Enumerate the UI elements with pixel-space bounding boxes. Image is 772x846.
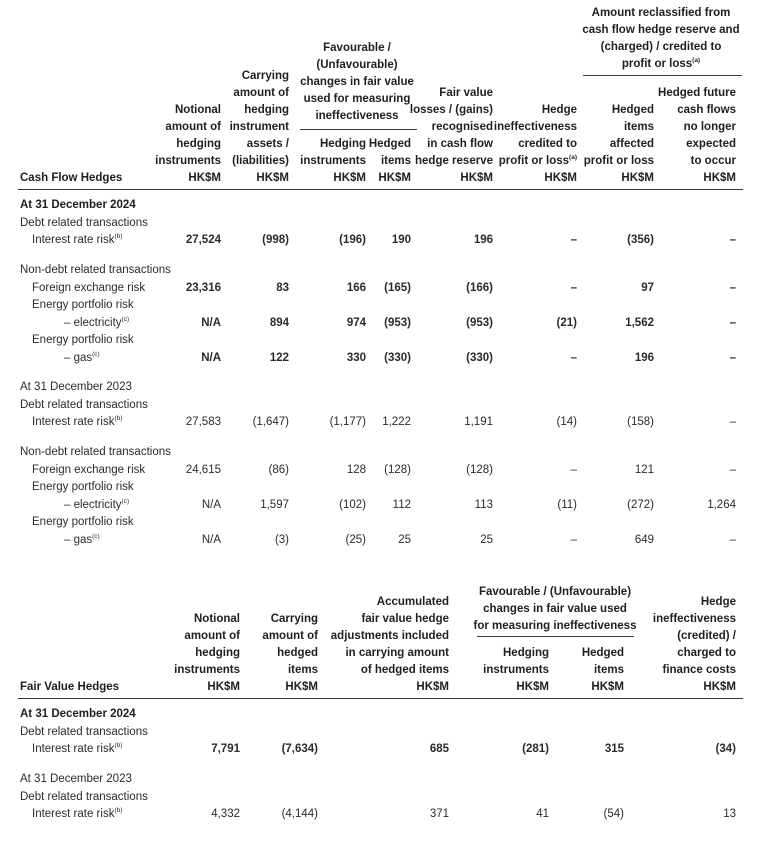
cfh-row-value: (128) [384, 464, 411, 476]
fvh-header-notional-line: Notional [194, 613, 240, 625]
cfh-header-carrying-line: (liabilities) [232, 155, 289, 167]
cfh-header-future-cash-flows-line: expected [686, 138, 736, 150]
fvh-favourable-rule [477, 636, 634, 637]
cfh-header-hedged-items-line: items [380, 155, 411, 167]
cfh-row-label: Energy portfolio risk [32, 481, 134, 493]
cfh-row-value: – [570, 234, 577, 246]
fvh-row-value: 685 [429, 743, 449, 755]
fvh-header-carrying-line: HK$M [285, 681, 318, 693]
cfh-header-carrying-line: hedging [244, 104, 289, 116]
fvh-header-accumulated-line: Accumulated [376, 596, 449, 608]
cfh-row-label: Debt related transactions [20, 217, 148, 229]
cfh-header-ineffectiveness-line: HK$M [544, 172, 577, 184]
fvh-header-hedging-instruments-line: HK$M [516, 681, 549, 693]
fvh-header-carrying-line: amount of [262, 630, 318, 642]
cfh-row-label: Interest rate risk$^{(b)}$ [32, 415, 123, 428]
cfh-header-reclassified-line: profit or loss$^{(a)}$ [621, 57, 701, 70]
cfh-row-label: At 31 December 2024 [20, 199, 136, 211]
fvh-header-ineffectiveness-line: (credited) / [677, 630, 736, 642]
fvh-header-notional-line: HK$M [207, 681, 240, 693]
fvh-header-accumulated-line: HK$M [416, 681, 449, 693]
cfh-row-value: 25 [398, 534, 411, 546]
cfh-row-value: (953) [466, 317, 493, 329]
fvh-header-hedging-instruments-line: Hedging [503, 647, 549, 659]
cfh-row-value: (14) [556, 416, 577, 428]
cfh-header-hedged-items-affected-line: items [623, 121, 654, 133]
cfh-row-label: – gas$^{(c)}$ [64, 533, 100, 546]
fvh-header-favourable-line: Favourable / (Unfavourable) [478, 586, 632, 598]
cfh-row-value: (158) [627, 416, 654, 428]
cfh-row-value: 196 [473, 234, 493, 246]
fvh-header-ineffectiveness-line: HK$M [703, 681, 736, 693]
cfh-row-value: (356) [627, 234, 654, 246]
cfh-header-ineffectiveness-line: credited to [518, 138, 577, 150]
cfh-row-value: (11) [557, 499, 577, 511]
cfh-header-fair-value-line: HK$M [460, 172, 493, 184]
cfh-header-carrying-line: assets / [246, 138, 289, 150]
cfh-header-hedged-items-line: Hedged [368, 138, 411, 150]
cfh-row-value: N/A [201, 534, 221, 546]
cfh-header-favourable-line: ineffectiveness [315, 110, 399, 122]
cfh-header-hedging-instruments-line: instruments [300, 155, 366, 167]
fvh-row-label: Interest rate risk$^{(b)}$ [32, 807, 123, 820]
cfh-row-value: – [729, 282, 736, 294]
cfh-row-label: – electricity$^{(c)}$ [64, 316, 130, 329]
cfh-row-label: – gas$^{(c)}$ [64, 351, 100, 364]
cfh-header-fair-value-line: Fair value [439, 87, 493, 99]
fvh-header-notional-line: instruments [174, 664, 240, 676]
cfh-header-fair-value-line: recognised [431, 121, 493, 133]
fvh-header-ineffectiveness-line: finance costs [662, 664, 736, 676]
cfh-row-label: Interest rate risk$^{(b)}$ [32, 233, 123, 246]
fvh-row-value: 371 [429, 808, 449, 820]
cfh-row-label: At 31 December 2023 [20, 381, 132, 393]
cfh-row-value: (166) [466, 282, 493, 294]
cfh-row-value: (998) [262, 234, 289, 246]
cfh-header-notional-line: hedging [176, 138, 221, 150]
cfh-row-value: 24,615 [185, 464, 221, 476]
cfh-row-label: – electricity$^{(c)}$ [64, 498, 130, 511]
cfh-row-value: 974 [346, 317, 366, 329]
fvh-header-ineffectiveness-line: Hedge [700, 596, 736, 608]
cfh-header-notional-line: instruments [155, 155, 221, 167]
cfh-header-future-cash-flows-line: HK$M [703, 172, 736, 184]
cfh-header-rule [18, 189, 743, 190]
fvh-header-accumulated-line: of hedged items [360, 664, 449, 676]
fvh-row-label: Debt related transactions [20, 791, 148, 803]
fvh-header-carrying-line: items [287, 664, 318, 676]
fvh-row-value: (34) [715, 743, 736, 755]
cfh-row-value: 121 [634, 464, 654, 476]
fvh-header-carrying-line: Carrying [270, 613, 318, 625]
cfh-header-future-cash-flows-line: cash flows [677, 104, 736, 116]
cfh-row-value: (272) [627, 499, 654, 511]
cfh-row-value: 23,316 [185, 282, 221, 294]
cfh-row-value: 97 [641, 282, 654, 294]
fvh-header-notional-line: hedging [195, 647, 240, 659]
fvh-row-value: (54) [603, 808, 624, 820]
cfh-header-hedged-items-affected-line: HK$M [621, 172, 654, 184]
cfh-row-value: 649 [634, 534, 654, 546]
cfh-row-label: Non-debt related transactions [20, 446, 171, 458]
cfh-header-carrying-line: Carrying [241, 70, 289, 82]
fvh-header-ineffectiveness-line: ineffectiveness [652, 613, 736, 625]
cfh-row-value: 25 [480, 534, 493, 546]
cfh-header-reclassified-line: Amount reclassified from [591, 7, 731, 19]
cfh-row-value: 894 [269, 317, 289, 329]
cfh-row-value: N/A [201, 352, 221, 364]
cfh-header-ineffectiveness-line: profit or loss$^{(a)}$ [498, 154, 577, 167]
cfh-row-value: – [729, 464, 736, 476]
cfh-header-future-cash-flows-line: no longer [683, 121, 736, 133]
cfh-row-value: (165) [384, 282, 411, 294]
cfh-header-ineffectiveness-line: Hedge [541, 104, 577, 116]
cfh-header-fair-value-line: in cash flow [427, 138, 493, 150]
cfh-row-value: (86) [268, 464, 289, 476]
fvh-row-value: (281) [522, 743, 549, 755]
cfh-row-label: Energy portfolio risk [32, 334, 134, 346]
fvh-header-hedged-items-line: Hedged [581, 647, 624, 659]
cfh-row-value: 1,191 [464, 416, 493, 428]
fvh-header-accumulated-line: in carrying amount [345, 647, 449, 659]
cfh-row-value: 1,562 [625, 317, 654, 329]
cfh-row-value: (1,177) [329, 416, 366, 428]
fvh-header-favourable-line: for measuring ineffectiveness [473, 620, 637, 632]
cfh-row-value: 1,264 [707, 499, 736, 511]
cfh-row-value: N/A [201, 317, 221, 329]
cfh-header-hedging-instruments-line: Hedging [320, 138, 366, 150]
cfh-header-favourable-line: changes in fair value [300, 76, 414, 88]
fvh-stub-heading: Fair Value Hedges [20, 681, 120, 693]
cfh-row-value: (953) [384, 317, 411, 329]
cfh-row-value: 1,222 [382, 416, 411, 428]
cfh-row-value: (330) [384, 352, 411, 364]
cfh-row-value: – [729, 534, 736, 546]
fvh-header-notional-line: amount of [184, 630, 240, 642]
cfh-row-value: (330) [466, 352, 493, 364]
fvh-header-accumulated-line: adjustments included [330, 630, 449, 642]
fvh-row-value: (4,144) [281, 808, 318, 820]
cfh-row-label: Non-debt related transactions [20, 264, 171, 276]
cfh-header-favourable-line: (Unfavourable) [316, 59, 398, 71]
cfh-row-value: 112 [392, 499, 411, 511]
cfh-header-notional-line: HK$M [188, 172, 221, 184]
fvh-row-value: 13 [723, 808, 736, 820]
cfh-row-value: 196 [634, 352, 654, 364]
cfh-header-hedged-items-affected-line: affected [609, 138, 654, 150]
cfh-row-value: – [729, 317, 736, 329]
fvh-row-value: 315 [604, 743, 624, 755]
cfh-row-value: – [570, 464, 577, 476]
fvh-header-ineffectiveness-line: charged to [677, 647, 736, 659]
cfh-header-notional-line: amount of [165, 121, 221, 133]
cfh-row-label: Debt related transactions [20, 399, 148, 411]
fvh-header-hedging-instruments-line: instruments [483, 664, 549, 676]
cfh-row-value: – [570, 282, 577, 294]
cfh-row-value: 122 [269, 352, 289, 364]
fvh-row-label: Debt related transactions [20, 726, 148, 738]
cfh-row-value: (128) [466, 464, 493, 476]
cfh-row-value: (196) [339, 234, 366, 246]
cfh-header-carrying-line: amount of [233, 87, 289, 99]
fvh-header-hedged-items-line: HK$M [591, 681, 624, 693]
cfh-header-hedging-instruments-line: HK$M [333, 172, 366, 184]
cfh-header-favourable-line: Favourable / [323, 42, 391, 54]
fvh-row-value: 4,332 [211, 808, 240, 820]
cfh-row-value: (1,647) [252, 416, 289, 428]
cfh-header-future-cash-flows-line: to occur [690, 155, 736, 167]
fvh-row-value: (7,634) [281, 743, 318, 755]
cfh-row-value: – [570, 534, 577, 546]
fvh-header-accumulated-line: fair value hedge [361, 613, 449, 625]
fvh-row-value: 41 [536, 808, 549, 820]
cfh-row-value: 128 [346, 464, 366, 476]
cfh-header-hedged-items-line: HK$M [378, 172, 411, 184]
cfh-header-future-cash-flows-line: Hedged future [658, 87, 736, 99]
cfh-row-value: (3) [274, 534, 289, 546]
cfh-row-label: Energy portfolio risk [32, 516, 134, 528]
cfh-row-value: 27,524 [185, 234, 221, 246]
cfh-row-value: 83 [276, 282, 289, 294]
fvh-header-rule [18, 698, 743, 699]
cfh-row-value: 1,597 [260, 499, 289, 511]
cfh-header-notional-line: Notional [175, 104, 221, 116]
cfh-row-value: (25) [345, 534, 366, 546]
cfh-row-value: 330 [346, 352, 366, 364]
cfh-row-value: (102) [339, 499, 366, 511]
cfh-favourable-rule [300, 129, 417, 130]
cfh-row-value: 190 [391, 234, 411, 246]
cfh-header-fair-value-line: losses / (gains) [409, 104, 493, 116]
cfh-header-reclassified-line: cash flow hedge reserve and [582, 24, 740, 36]
cfh-header-hedged-items-affected-line: profit or loss [583, 155, 654, 167]
cfh-row-value: (21) [556, 317, 577, 329]
cfh-row-value: N/A [201, 499, 221, 511]
cfh-row-label: Foreign exchange risk [32, 282, 146, 294]
cfh-header-fair-value-line: hedge reserve [415, 155, 493, 167]
cfh-header-carrying-line: HK$M [256, 172, 289, 184]
cfh-row-value: – [729, 352, 736, 364]
cfh-row-value: 113 [474, 499, 493, 511]
cfh-header-ineffectiveness-line: ineffectiveness [493, 121, 577, 133]
cfh-row-value: – [729, 416, 736, 428]
cfh-row-label: Energy portfolio risk [32, 299, 134, 311]
cfh-header-favourable-line: used for measuring [303, 93, 411, 105]
fvh-row-label: At 31 December 2023 [20, 773, 132, 785]
fvh-header-favourable-line: changes in fair value used [483, 603, 627, 615]
cfh-reclassified-rule [583, 75, 742, 76]
fvh-header-carrying-line: hedged [277, 647, 318, 659]
cfh-row-value: – [729, 234, 736, 246]
cfh-row-value: – [570, 352, 577, 364]
cfh-header-carrying-line: instrument [229, 121, 289, 133]
cfh-header-hedged-items-affected-line: Hedged [611, 104, 654, 116]
cfh-header-reclassified-line: (charged) / credited to [600, 41, 722, 53]
cfh-row-value: 27,583 [185, 416, 221, 428]
cfh-row-label: Foreign exchange risk [32, 464, 146, 476]
fvh-row-label: At 31 December 2024 [20, 708, 136, 720]
cfh-row-value: 166 [346, 282, 366, 294]
fvh-row-value: 7,791 [211, 743, 240, 755]
fvh-row-label: Interest rate risk$^{(b)}$ [32, 742, 123, 755]
cfh-stub-heading: Cash Flow Hedges [20, 172, 123, 184]
fvh-header-hedged-items-line: items [593, 664, 624, 676]
